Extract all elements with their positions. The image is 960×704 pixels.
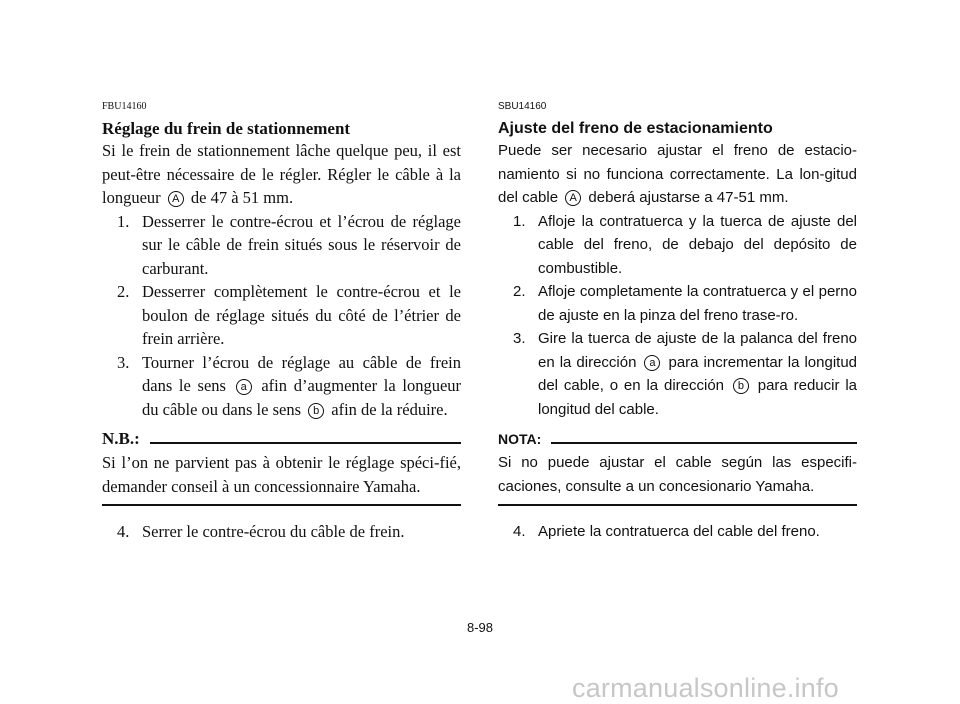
direction-marker: a (644, 355, 660, 371)
step-text-part: para incrementar la longitud del cable, o en la dirección (538, 353, 857, 394)
step-text (538, 327, 857, 421)
direction-marker: a (236, 379, 252, 395)
section-title: Réglage du frein de stationnement (102, 119, 351, 138)
spanish-column (498, 101, 857, 544)
note-divider (102, 504, 461, 506)
intro-text-end: de 47 à 51 mm. (190, 188, 294, 207)
note-header (498, 429, 857, 449)
step-text-part: Gire la tuerca de ajuste de la palanca del freno en la dirección (538, 330, 857, 371)
note-divider (498, 504, 857, 506)
list-item (513, 327, 857, 421)
section-code: FBU14160 (102, 101, 147, 112)
note-title: NOTA: (498, 431, 542, 447)
page-number: 8-98 (466, 620, 494, 635)
step-number: 1. (513, 212, 526, 230)
direction-marker: b (308, 403, 324, 419)
note-rule (150, 442, 461, 444)
step-number: 1. (117, 211, 130, 231)
step-number: 2. (513, 283, 526, 300)
intro-text-end: deberá ajustarse a 47-51 mm. (588, 189, 789, 206)
note-text: Si no puede ajustar el cable según las especifi-caciones, consulte a un concesionario Yamaha. (498, 454, 857, 495)
step-text: Afloje completamente la contratuerca y el perno de ajuste en la pinza del freno trase-ro. (538, 283, 857, 324)
step-text: Desserrer complètement le contre-écrou et le boulon de réglage situés du côté de l’étrier de frein arrière. (142, 282, 461, 348)
note-rule (551, 442, 857, 444)
list-item (117, 210, 461, 281)
note-title: N.B.: (102, 429, 140, 448)
callout-marker: A (168, 191, 184, 207)
section-code: SBU14160 (498, 101, 547, 112)
callout-marker: A (565, 190, 581, 206)
step-text-part: afin de la réduire. (331, 399, 448, 419)
intro-text: Si le frein de stationnement lâche quelque peu, il est peut-être nécessaire de le régler. Régler le câble à la longueur (102, 141, 461, 207)
watermark: carmanualsonline.info (572, 673, 839, 703)
list-item (117, 280, 461, 351)
step-text: Desserrer le contre-écrou et l’écrou de réglage sur le câble de frein situés sous le réservoir de carburant. (142, 211, 461, 278)
step-text-part: para reducir la longitud del cable. (538, 377, 857, 418)
list-item (513, 280, 857, 327)
intro-text: Puede ser necesario ajustar el freno de estacio-namiento si no funciona correctamente. La lon-gitud del cable (498, 142, 857, 206)
step-number: 3. (513, 330, 526, 347)
step-text-part: afin d’augmenter la longueur du câble ou dans le sens (142, 376, 462, 419)
step-text: Apriete la contratuerca del cable del freno. (538, 523, 820, 540)
note-header (102, 429, 461, 449)
section-title: Ajuste del freno de estacionamiento (498, 120, 773, 137)
intro-paragraph (498, 139, 857, 210)
step-text: Afloje la contratuerca y la tuerca de ajuste del cable del freno, de debajo del depósito de combustible. (538, 212, 857, 277)
step-text-part: Tourner l’écrou de réglage au câble de frein dans le sens (142, 352, 461, 395)
step-number: 4. (117, 522, 130, 541)
step-number: 3. (117, 352, 130, 372)
step-text (142, 351, 461, 422)
direction-marker: b (733, 378, 749, 394)
note-text: Si l’on ne parvient pas à obtenir le réglage spéci-fié, demander conseil à un concessionnaire Yamaha. (102, 453, 461, 496)
step-number: 4. (513, 523, 526, 540)
step-number: 2. (117, 282, 130, 301)
list-item (117, 520, 461, 544)
intro-paragraph (102, 139, 461, 210)
list-item (513, 520, 857, 544)
french-column (102, 101, 461, 544)
step-text: Serrer le contre-écrou du câble de frein. (142, 522, 405, 541)
list-item (117, 351, 461, 422)
list-item (513, 210, 857, 281)
